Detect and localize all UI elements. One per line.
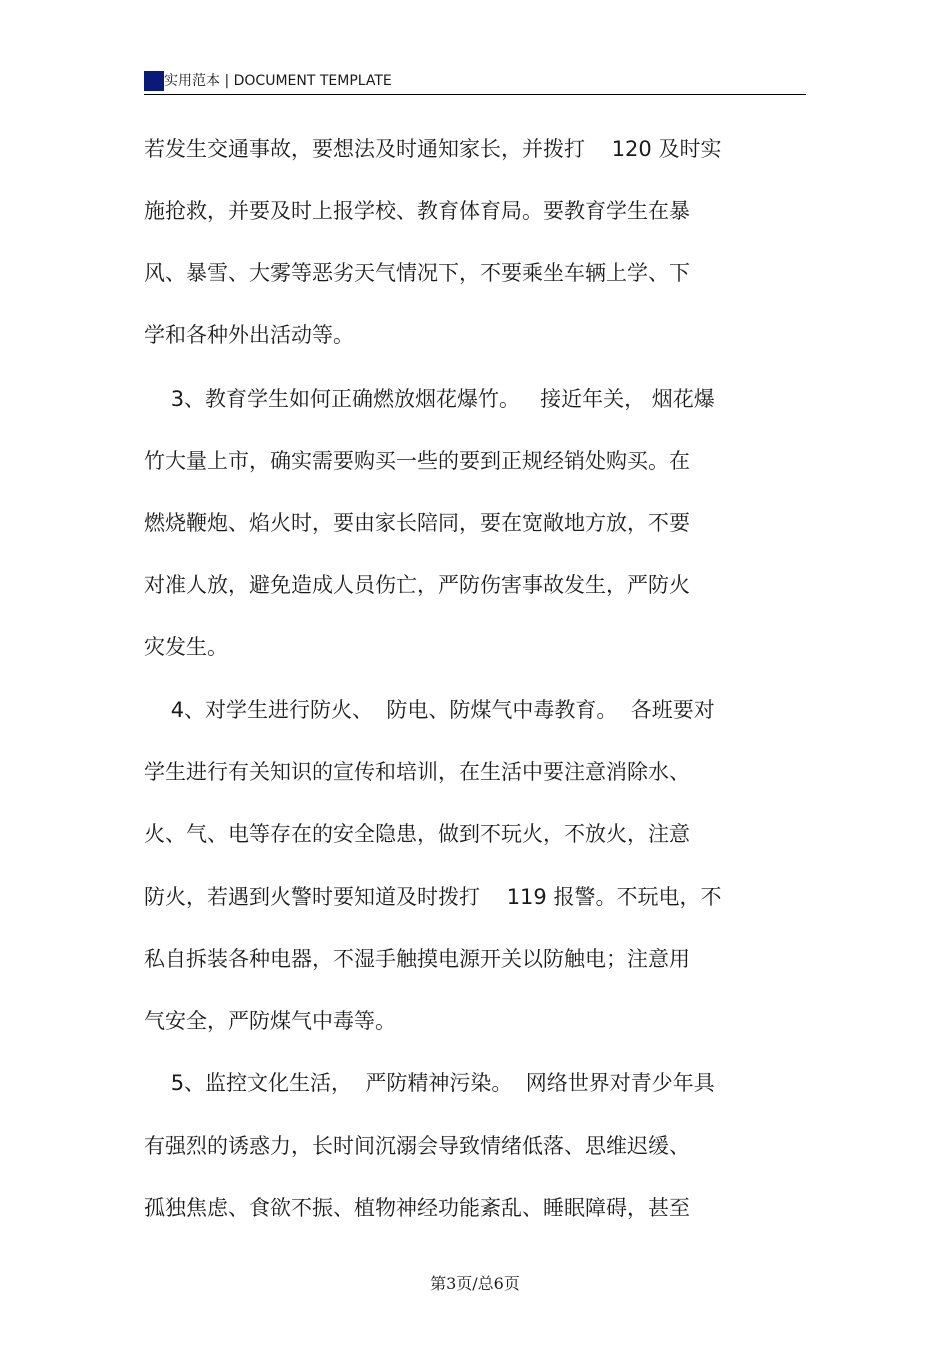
page-number: 第3页/总6页 <box>430 1274 520 1293</box>
body-line: 防火，若遇到火警时要知道及时拨打 119 报警。不玩电，不 <box>144 885 722 909</box>
body-line: 4、对学生进行防火、 防电、防煤气中毒教育。 各班要对 <box>144 698 715 722</box>
body-line: 学和各种外出活动等。 <box>144 323 354 347</box>
body-line: 竹大量上市，确实需要购买一些的要到正规经销处购买。在 <box>144 449 690 473</box>
body-line: 若发生交通事故，要想法及时通知家长，并拨打 120 及时实 <box>144 137 722 161</box>
body-line: 对准人放，避免造成人员伤亡，严防伤害事故发生，严防火 <box>144 573 690 597</box>
body-line: 学生进行有关知识的宣传和培训，在生活中要注意消除水、 <box>144 760 690 784</box>
body-line: 燃烧鞭炮、焰火时，要由家长陪同，要在宽敞地方放，不要 <box>144 511 690 535</box>
body-line: 孤独焦虑、食欲不振、植物神经功能紊乱、睡眠障碍，甚至 <box>144 1196 690 1220</box>
body-line: 气安全，严防煤气中毒等。 <box>144 1009 396 1033</box>
body-line: 火、气、电等存在的安全隐患，做到不玩火，不放火，注意 <box>144 822 690 846</box>
page-header <box>144 68 806 95</box>
body-line: 私自拆装各种电器，不湿手触摸电源开关以防触电；注意用 <box>144 947 690 971</box>
header-logo-mark <box>144 71 164 91</box>
body-line: 灾发生。 <box>144 635 228 659</box>
header-title: 实用范本 | DOCUMENT TEMPLATE <box>164 73 392 89</box>
body-line: 施抢救，并要及时上报学校、教育体育局。要教育学生在暴 <box>144 199 690 223</box>
body-line: 风、暴雪、大雾等恶劣天气情况下，不要乘坐车辆上学、下 <box>144 261 690 285</box>
body-line: 3、教育学生如何正确燃放烟花爆竹。 接近年关， 烟花爆 <box>144 387 715 411</box>
body-line: 有强烈的诱惑力，长时间沉溺会导致情绪低落、思维迟缓、 <box>144 1134 690 1158</box>
body-line: 5、监控文化生活， 严防精神污染。 网络世界对青少年具 <box>144 1071 715 1095</box>
